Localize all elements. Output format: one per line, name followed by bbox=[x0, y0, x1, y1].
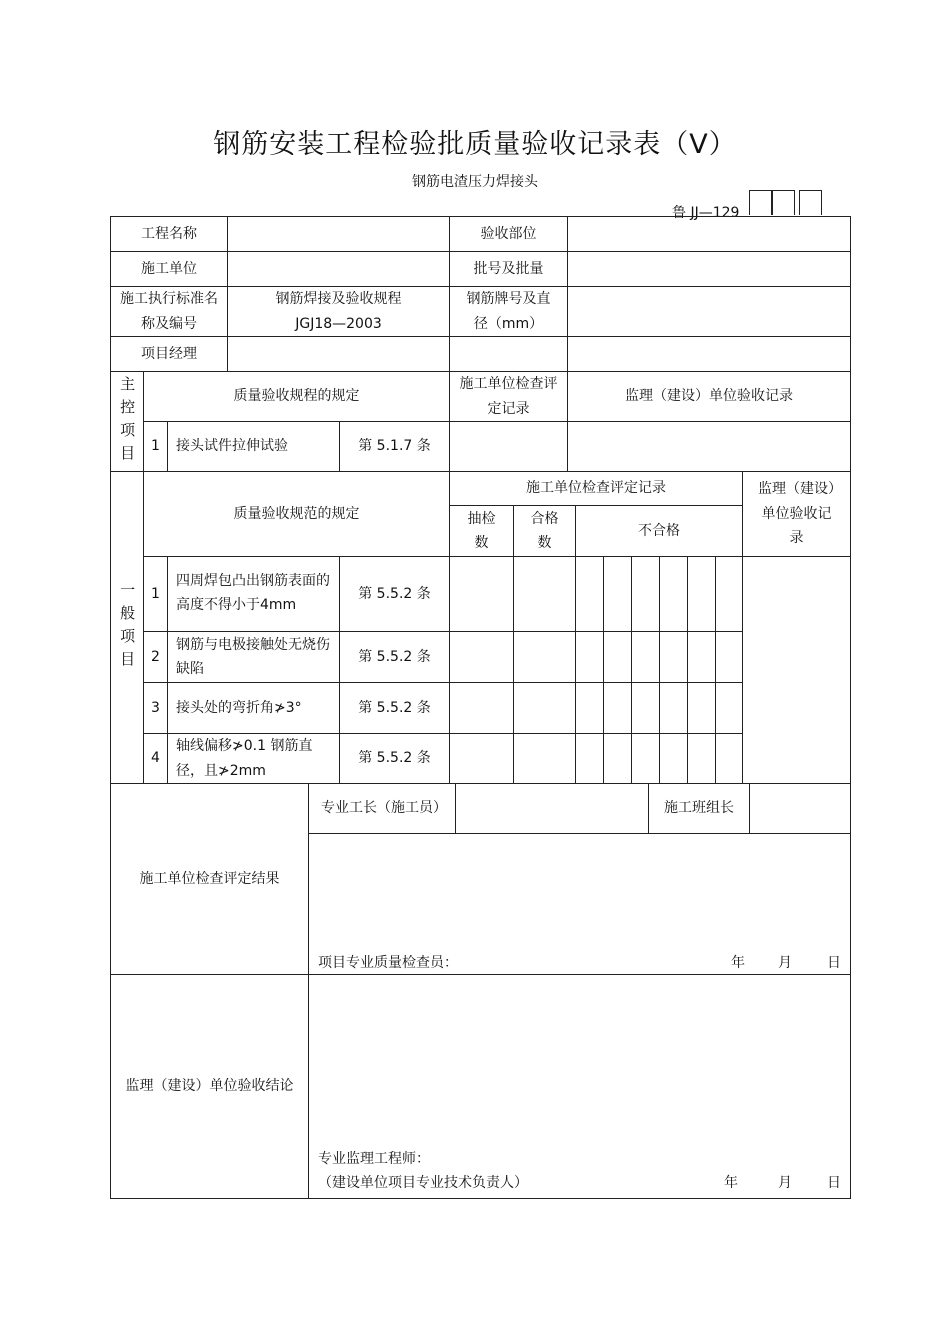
project-name-label: 工程名称 bbox=[110, 216, 228, 252]
blank-cell bbox=[449, 336, 568, 372]
std-name-label: 施工执行标准名称及编号 bbox=[110, 286, 228, 337]
month-label: 月 bbox=[778, 1175, 792, 1191]
unqualified-cell[interactable] bbox=[603, 733, 632, 784]
main-control-side-label: 主控项目 bbox=[110, 371, 144, 472]
main-item-no: 1 bbox=[143, 421, 168, 472]
unqualified-cell[interactable] bbox=[715, 556, 743, 632]
general-item-no: 4 bbox=[143, 733, 168, 784]
code-box-2[interactable] bbox=[772, 190, 795, 215]
batch-no-label: 批号及批量 bbox=[449, 251, 568, 287]
owner-label: （建设单位项目专业技术负责人） bbox=[318, 1175, 528, 1191]
general-supervision-header: 监理（建设）单位验收记录 bbox=[742, 471, 851, 557]
sample-count-cell[interactable] bbox=[449, 631, 514, 683]
qualified-count-cell[interactable] bbox=[513, 631, 576, 683]
acceptance-part-value[interactable] bbox=[567, 216, 851, 252]
std-value: 钢筋焊接及验收规程 JGJ18—2003 bbox=[227, 286, 450, 337]
unqualified-cell[interactable] bbox=[687, 631, 716, 683]
unqualified-cell[interactable] bbox=[715, 682, 743, 734]
unqualified-cell[interactable] bbox=[687, 682, 716, 734]
form-title: 钢筋安装工程检验批质量验收记录表（Ⅴ） bbox=[213, 129, 737, 160]
general-item-clause: 第 5.5.2 条 bbox=[339, 556, 450, 632]
unqualified-cell[interactable] bbox=[659, 682, 688, 734]
team-leader-value[interactable] bbox=[749, 783, 851, 834]
qualified-count-cell[interactable] bbox=[513, 733, 576, 784]
unqualified-cell[interactable] bbox=[631, 682, 660, 734]
unqualified-cell[interactable] bbox=[659, 556, 688, 632]
general-item-clause: 第 5.5.2 条 bbox=[339, 682, 450, 734]
unqualified-cell[interactable] bbox=[603, 556, 632, 632]
main-item-supervision[interactable] bbox=[567, 421, 851, 472]
unqualified-cell[interactable] bbox=[687, 556, 716, 632]
month-label: 月 bbox=[778, 955, 792, 971]
unqualified-header: 不合格 bbox=[575, 505, 743, 557]
general-item-clause: 第 5.5.2 条 bbox=[339, 733, 450, 784]
unqualified-cell[interactable] bbox=[631, 556, 660, 632]
main-item-unit-check[interactable] bbox=[449, 421, 568, 472]
unqualified-cell[interactable] bbox=[575, 682, 604, 734]
general-item-desc: 接头处的弯折角≯3° bbox=[167, 682, 340, 734]
general-side-label: 一般项目 bbox=[110, 471, 144, 784]
unqualified-cell[interactable] bbox=[603, 631, 632, 683]
unit-result-label: 施工单位检查评定结果 bbox=[110, 783, 309, 975]
foreman-value[interactable] bbox=[455, 783, 649, 834]
form-code: 鲁 JJ—129 bbox=[672, 205, 740, 221]
sample-count-cell[interactable] bbox=[449, 556, 514, 632]
general-spec-header: 质量验收规范的规定 bbox=[143, 471, 450, 557]
inspector-label: 项目专业质量检查员： bbox=[318, 955, 458, 971]
sample-count-cell[interactable] bbox=[449, 682, 514, 734]
team-leader-label: 施工班组长 bbox=[648, 783, 750, 834]
code-box-3[interactable] bbox=[799, 190, 822, 215]
unqualified-cell[interactable] bbox=[715, 733, 743, 784]
general-item-no: 3 bbox=[143, 682, 168, 734]
form-subtitle: 钢筋电渣压力焊接头 bbox=[412, 174, 538, 190]
qualified-count-cell[interactable] bbox=[513, 556, 576, 632]
main-item-clause: 第 5.1.7 条 bbox=[339, 421, 450, 472]
general-item-desc: 四周焊包凸出钢筋表面的高度不得小于4mm bbox=[167, 556, 340, 632]
blank-cell bbox=[567, 336, 851, 372]
day-label: 日 bbox=[827, 1175, 841, 1191]
main-item-desc: 接头试件拉伸试验 bbox=[167, 421, 340, 472]
code-box-1[interactable] bbox=[749, 190, 772, 215]
engineer-label: 专业监理工程师： bbox=[318, 1151, 430, 1167]
unqualified-cell[interactable] bbox=[575, 733, 604, 784]
construction-unit-value[interactable] bbox=[227, 251, 450, 287]
unqualified-cell[interactable] bbox=[575, 556, 604, 632]
unqualified-cell[interactable] bbox=[603, 682, 632, 734]
sample-count-header: 抽检数 bbox=[449, 505, 514, 557]
qualified-count-cell[interactable] bbox=[513, 682, 576, 734]
unqualified-cell[interactable] bbox=[631, 631, 660, 683]
general-item-desc: 钢筋与电极接触处无烧伤缺陷 bbox=[167, 631, 340, 683]
project-manager-label: 项目经理 bbox=[110, 336, 228, 372]
year-label: 年 bbox=[724, 1175, 738, 1191]
sample-count-cell[interactable] bbox=[449, 733, 514, 784]
foreman-label: 专业工长（施工员） bbox=[308, 783, 456, 834]
day-label: 日 bbox=[827, 955, 841, 971]
main-unit-check-header: 施工单位检查评定记录 bbox=[449, 371, 568, 422]
main-spec-header: 质量验收规程的规定 bbox=[143, 371, 450, 422]
project-manager-value[interactable] bbox=[227, 336, 450, 372]
general-item-no: 2 bbox=[143, 631, 168, 683]
unqualified-cell[interactable] bbox=[575, 631, 604, 683]
general-unit-check-header: 施工单位检查评定记录 bbox=[449, 471, 743, 506]
rebar-grade-value[interactable] bbox=[567, 286, 851, 337]
acceptance-part-label: 验收部位 bbox=[449, 216, 568, 252]
general-item-no: 1 bbox=[143, 556, 168, 632]
unqualified-cell[interactable] bbox=[687, 733, 716, 784]
unqualified-cell[interactable] bbox=[631, 733, 660, 784]
year-label: 年 bbox=[731, 955, 745, 971]
construction-unit-label: 施工单位 bbox=[110, 251, 228, 287]
general-supervision-record[interactable] bbox=[742, 556, 851, 784]
unqualified-cell[interactable] bbox=[659, 733, 688, 784]
main-supervision-header: 监理（建设）单位验收记录 bbox=[567, 371, 851, 422]
qualified-count-header: 合格数 bbox=[513, 505, 576, 557]
unqualified-cell[interactable] bbox=[715, 631, 743, 683]
rebar-grade-label: 钢筋牌号及直径（mm） bbox=[449, 286, 568, 337]
project-name-value[interactable] bbox=[227, 216, 450, 252]
conclusion-label: 监理（建设）单位验收结论 bbox=[110, 974, 309, 1199]
general-item-desc: 轴线偏移≯0.1 钢筋直径，且≯2mm bbox=[167, 733, 340, 784]
unqualified-cell[interactable] bbox=[659, 631, 688, 683]
batch-no-value[interactable] bbox=[567, 251, 851, 287]
general-item-clause: 第 5.5.2 条 bbox=[339, 631, 450, 683]
